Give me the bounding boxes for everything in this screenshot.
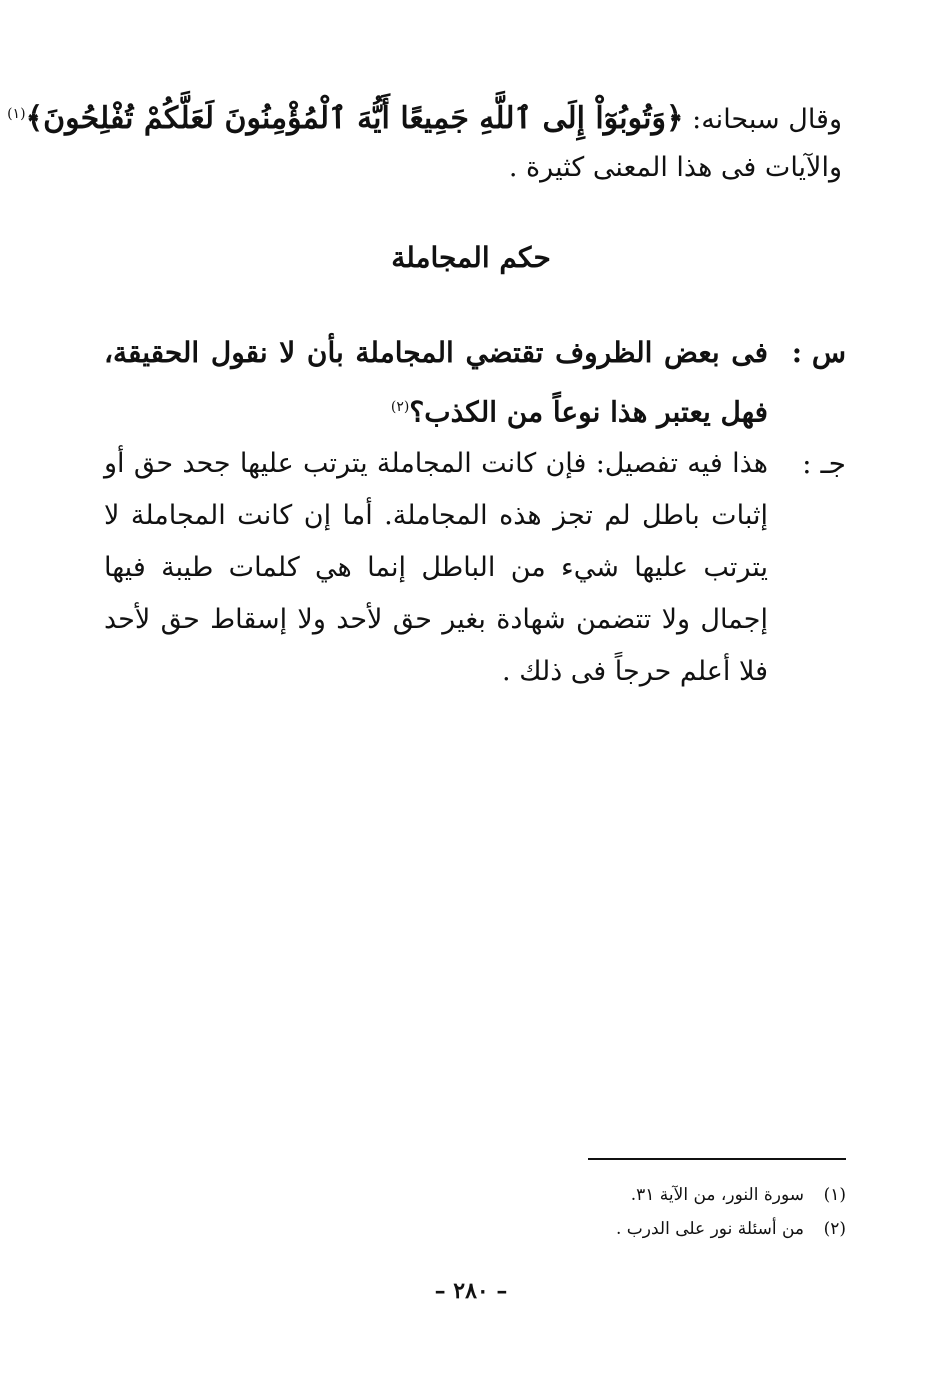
footnote-ref-1: (١) bbox=[7, 106, 26, 122]
question-block bbox=[104, 326, 846, 439]
question-text-container bbox=[104, 326, 768, 439]
ornate-bracket-open: ﴿ bbox=[665, 101, 684, 136]
section-heading: حكم المجاملة bbox=[391, 241, 551, 274]
footnote-item bbox=[300, 1178, 846, 1212]
footnote-number: (٢) bbox=[823, 1219, 846, 1239]
answer-marker: جـ : bbox=[802, 447, 846, 480]
question-marker: س : bbox=[791, 336, 846, 369]
verse-intro: وقال سبحانه: bbox=[692, 104, 842, 135]
footnote-text: من أسئلة نور على الدرب . bbox=[615, 1219, 804, 1239]
verse-text: وَتُوبُوٓاْ إِلَى ٱللَّهِ جَمِيعًا أَيُّهَ ٱلْمُؤْمِنُونَ لَعَلَّكُمْ تُفْلِحُونَ bbox=[43, 101, 666, 136]
verse-line bbox=[7, 92, 842, 142]
footnote-divider bbox=[588, 1158, 846, 1160]
footnote-number: (١) bbox=[823, 1185, 846, 1205]
quran-verse bbox=[26, 101, 684, 136]
question-text: فى بعض الظروف تقتضي المجاملة بأن لا نقول الحقيقة، فهل يعتبر هذا نوعاً من الكذب؟ bbox=[104, 336, 768, 429]
footnote-text: سورة النور، من الآية ٣١. bbox=[630, 1185, 804, 1205]
ornate-bracket-close: ﴾ bbox=[25, 101, 44, 136]
page-number: – ٢٨٠ – bbox=[434, 1278, 508, 1304]
answer-block bbox=[104, 438, 846, 698]
footnote-item bbox=[300, 1212, 846, 1246]
footnotes bbox=[300, 1178, 846, 1246]
verse-continuation: والآيات فى هذا المعنى كثيرة . bbox=[508, 152, 842, 183]
footnote-ref-2: (٢) bbox=[390, 399, 410, 415]
answer-text: هذا فيه تفصيل: فإن كانت المجاملة يترتب عليها جحد حق أو إثبات باطل لم تجز هذه المجاملة. أما إن كانت المجاملة لا يترتب عليها شيء من الباطل إنما هي كلمات طيبة فيها إجمال ولا تتضمن شهادة بغير حق لأحد ولا إسقاط حق لأحد فلا أعلم حرجاً فى ذلك . bbox=[104, 448, 768, 687]
